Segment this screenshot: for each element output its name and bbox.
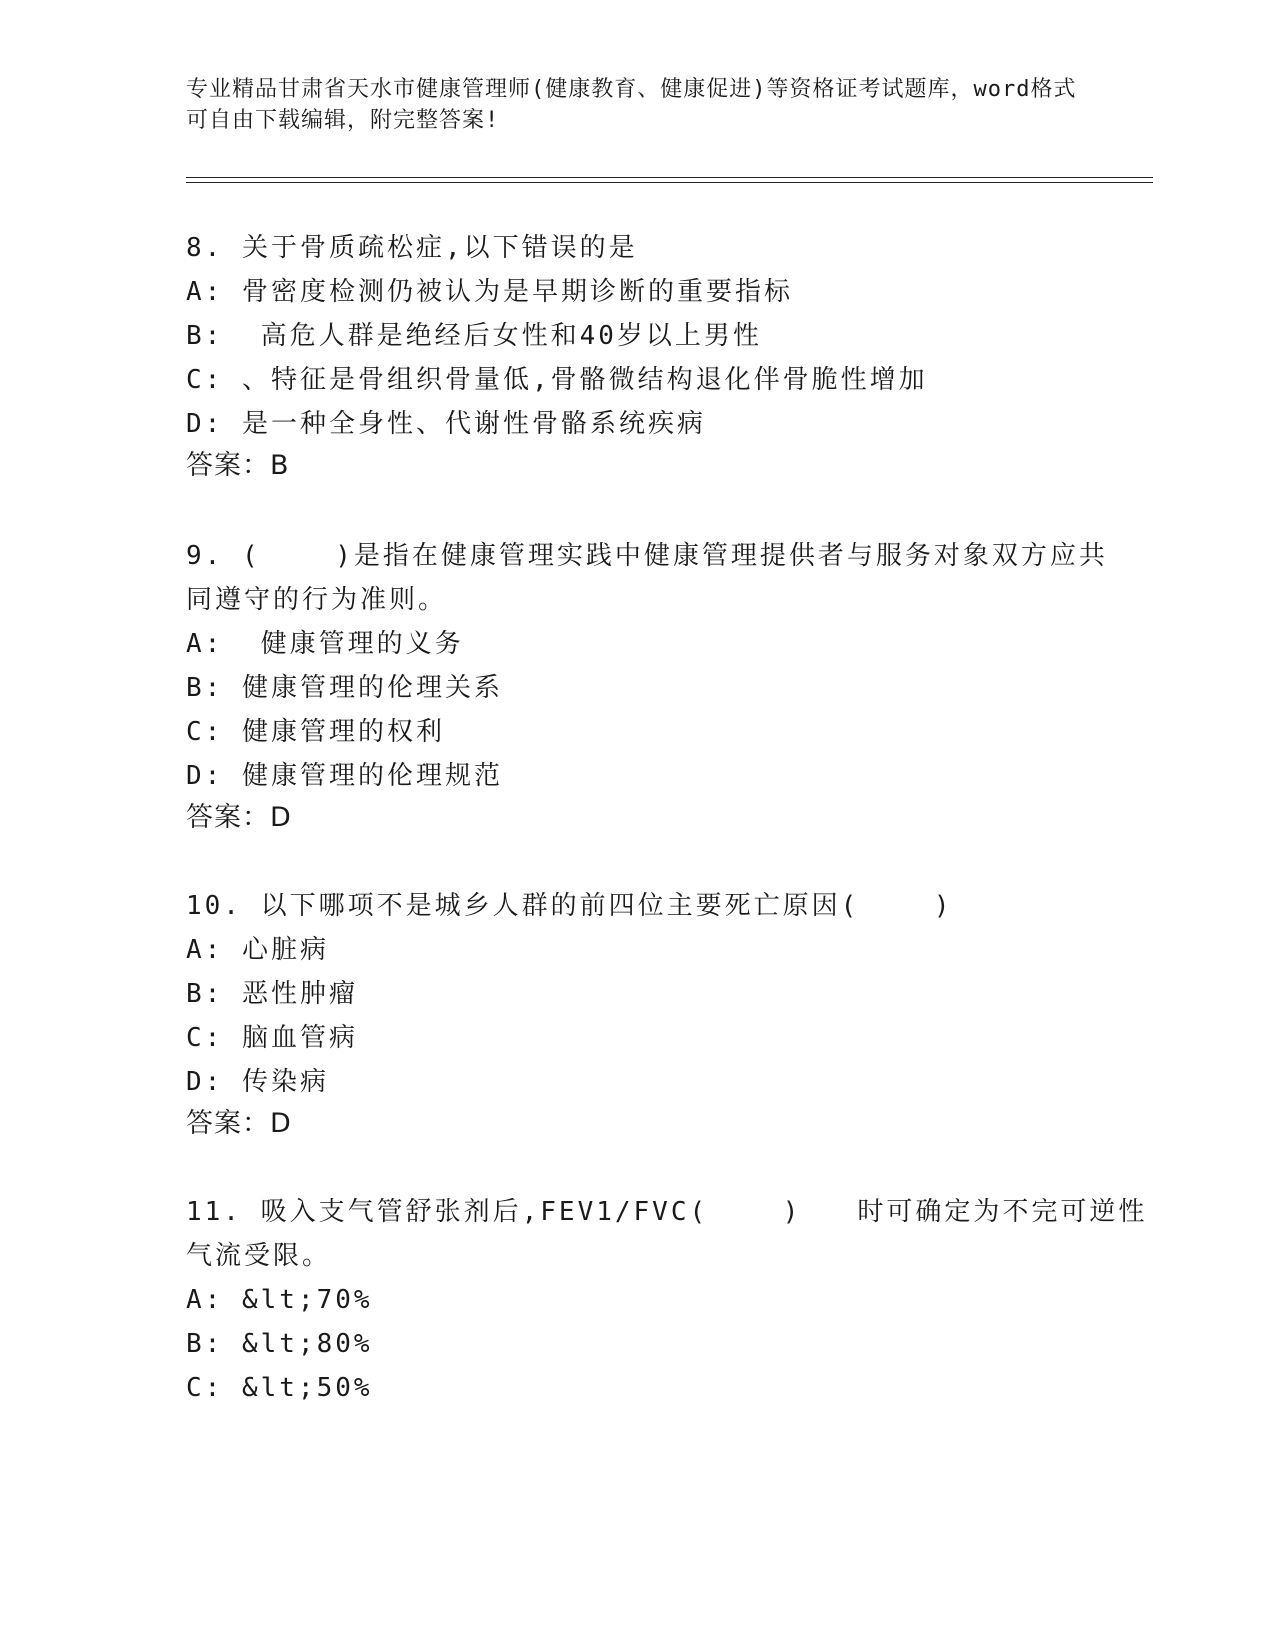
question-11-option-b: B: &lt;80% [186,1329,373,1359]
question-9-option-c: C: 健康管理的权利 [186,717,445,747]
question-8-answer: 答案：B [186,450,290,481]
question-10-option-c: C: 脑血管病 [186,1023,358,1053]
question-8-option-b: B: 高危人群是绝经后女性和40岁以上男性 [186,321,762,351]
header-rule-top [186,177,1153,178]
question-9-option-d: D: 健康管理的伦理规范 [186,761,503,791]
question-9-answer: 答案：D [186,802,292,833]
question-9-option-b: B: 健康管理的伦理关系 [186,673,503,703]
question-11-option-a: A: &lt;70% [186,1285,373,1315]
question-11-option-c: C: &lt;50% [186,1373,373,1403]
question-9-stem-line-1: 9. ( )是指在健康管理实践中健康管理提供者与服务对象双方应共 [186,541,1108,571]
question-8-option-a: A: 骨密度检测仍被认为是早期诊断的重要指标 [186,277,793,307]
question-10-answer: 答案：D [186,1108,292,1139]
question-8-stem: 8. 关于骨质疏松症,以下错误的是 [186,233,638,263]
document-header: 专业精品甘肃省天水市健康管理师(健康教育、健康促进)等资格证考试题库，word格式可自由下载编辑，附完整答案! [186,77,1077,133]
header-rule-bottom [186,182,1153,183]
question-9-option-a: A: 健康管理的义务 [186,629,464,659]
question-11-stem-line-2: 气流受限。 [186,1241,332,1271]
question-11-stem-line-1: 11. 吸入支气管舒张剂后,FEV1/FVC( ) 时可确定为不完可逆性 [186,1197,1148,1227]
question-10-option-d: D: 传染病 [186,1067,329,1097]
question-8-option-d: D: 是一种全身性、代谢性骨骼系统疾病 [186,409,706,439]
question-8-option-c: C: 、特征是骨组织骨量低,骨骼微结构退化伴骨脆性增加 [186,365,928,395]
question-10-option-b: B: 恶性肿瘤 [186,979,358,1009]
question-10-option-a: A: 心脏病 [186,935,329,965]
question-9-stem-line-2: 同遵守的行为准则。 [186,585,448,615]
question-10-stem: 10. 以下哪项不是城乡人群的前四位主要死亡原因( ) [186,891,953,921]
